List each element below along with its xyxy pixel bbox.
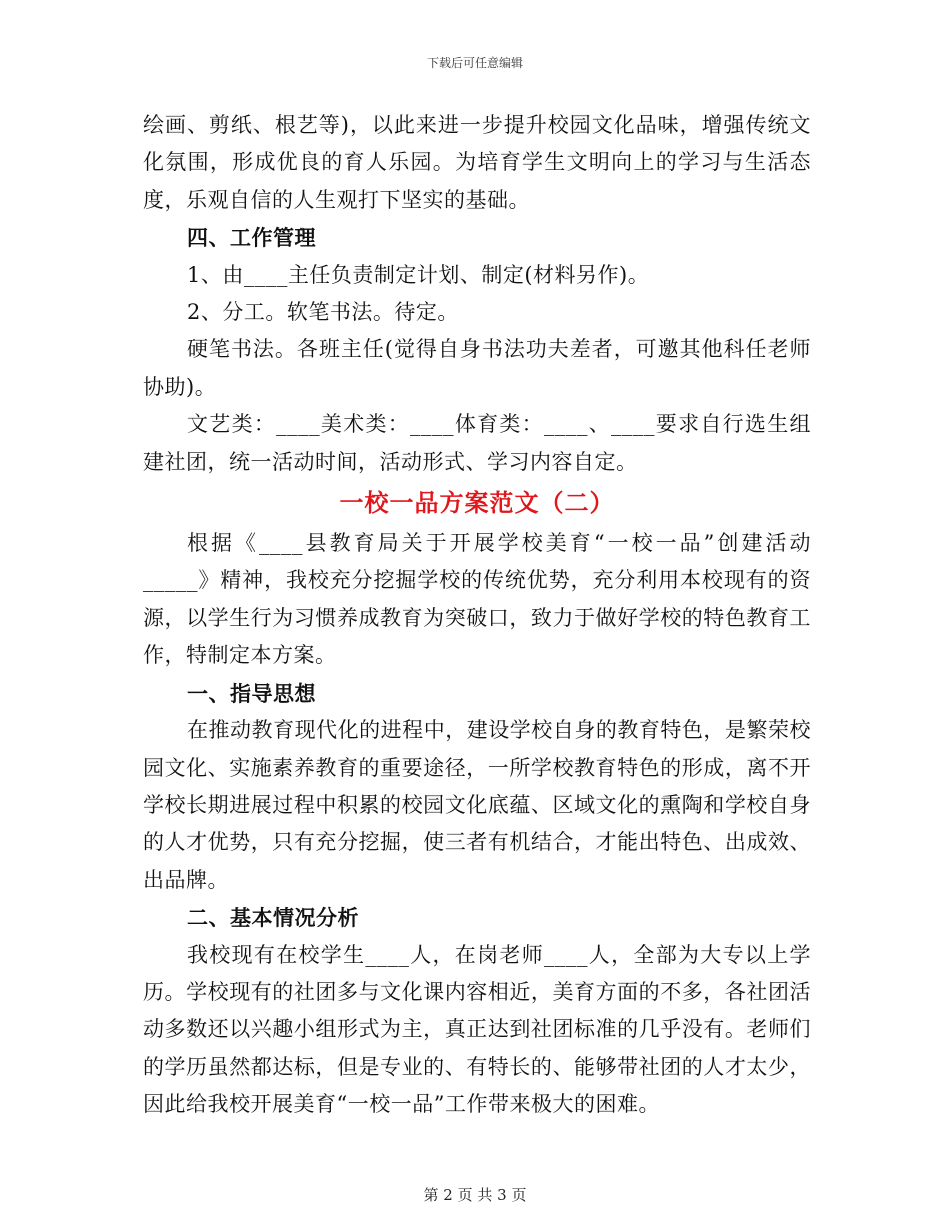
- paragraph-guiding-thought: 在推动教育现代化的进程中，建设学校自身的教育特色，是繁荣校园文化、实施素养教育的重要途径，一所学校教育特色的形成，离不开学校长期进展过程中积累的校园文化底蕴、区域文化的熏陶和学校自身的人才优势，只有充分挖掘，使三者有机结合，才能出特色、出成效、出品牌。: [143, 718, 811, 892]
- paragraph-categories: 文艺类：____美术类：____体育类：____、____要求自行选生组建社团，统一活动时间，活动形式、学习内容自定。: [143, 412, 811, 474]
- paragraph-continuation: 绘画、剪纸、根艺等)，以此来进一步提升校园文化品味，增强传统文化氛围，形成优良的育人乐园。为培育学生文明向上的学习与生活态度，乐观自信的人生观打下坚实的基础。: [143, 113, 811, 212]
- page-header-note: 下载后可任意编辑: [426, 56, 523, 70]
- heading-guiding-thought: 一、指导思想: [187, 680, 316, 706]
- paragraph-hard-pen: 硬笔书法。各班主任(觉得自身书法功夫差者，可邀其他科任老师协助)。: [143, 337, 811, 399]
- page-number: 第 2 页 共 3 页: [423, 1186, 527, 1204]
- heading-work-management: 四、工作管理: [187, 225, 316, 251]
- document-body: [143, 107, 811, 1124]
- paragraph-item-2: 2、分工。软笔书法。待定。: [187, 300, 459, 325]
- section-title: 一校一品方案范文（二）: [339, 488, 615, 518]
- paragraph-item-1: 1、由____主任负责制定计划、制定(材料另作)。: [187, 262, 650, 287]
- paragraph-intro: 根据《____县教育局关于开展学校美育“一校一品”创建活动_____》精神，我校充分挖掘学校的传统优势，充分利用本校现有的资源，以学生行为习惯养成教育为突破口，致力于做好学校的特色教育工作，特制定本方案。: [143, 531, 811, 668]
- paragraph-basic-analysis: 我校现有在校学生____人，在岗老师____人，全部为大专以上学历。学校现有的社团多与文化课内容相近，美育方面的不多，各社团活动多数还以兴趣小组形式为主，真正达到社团标准的几乎没有。老师们的学历虽然都达标，但是专业的、有特长的、能够带社团的人才太少，因此给我校开展美育“一校一品”工作带来极大的困难。: [143, 942, 811, 1117]
- heading-basic-analysis: 二、基本情况分析: [187, 905, 359, 931]
